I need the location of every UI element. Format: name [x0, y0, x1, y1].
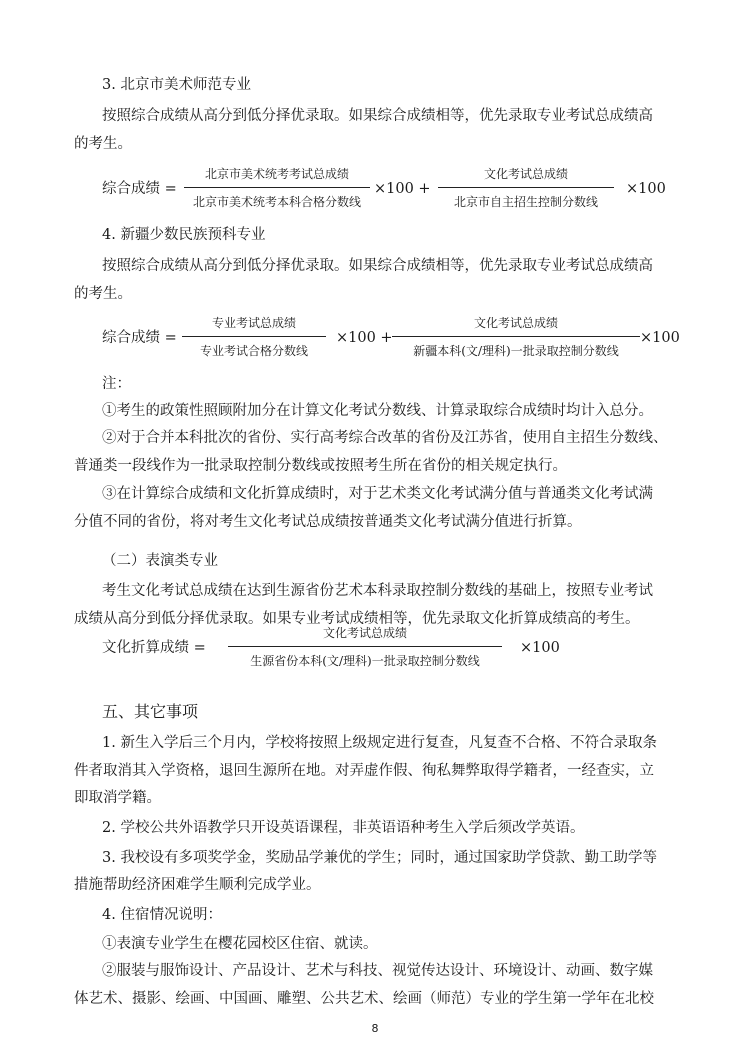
fraction — [184, 166, 370, 216]
paragraph-line: 即取消学籍。 — [74, 790, 161, 806]
formula-operator: ×100 — [520, 640, 560, 656]
fraction-denominator: 北京市自主招生控制分数线 — [453, 195, 598, 209]
note-title: 注： — [102, 376, 131, 392]
paragraph-line: 2. 学校公共外语教学只开设英语课程，非英语语种考生入学后须改学英语。 — [102, 820, 585, 836]
note-item: 分值不同的省份，将对考生文化考试总成绩按普通类文化考试满分值进行折算。 — [74, 514, 582, 530]
paragraph-line: 的考生。 — [74, 136, 132, 152]
fraction-bar — [392, 336, 640, 337]
performance-section-title: （二）表演类专业 — [102, 553, 218, 569]
formula-composite-score-beijing — [74, 166, 674, 216]
fraction-denominator: 北京市美术统考本科合格分数线 — [192, 195, 361, 209]
paragraph-line: 的考生。 — [74, 286, 132, 302]
paragraph-line: 成绩从高分到低分择优录取。如果专业考试成绩相等，优先录取文化折算成绩高的考生。 — [74, 611, 640, 627]
paragraph-line: 3. 我校设有多项奖学金，奖励品学兼优的学生；同时，通过国家助学贷款、勤工助学等 — [102, 850, 657, 866]
formula-operator: ×100 + — [336, 330, 393, 346]
fraction-bar — [182, 336, 326, 337]
paragraph-line: ②服装与服饰设计、产品设计、艺术与科技、视觉传达设计、环境设计、动画、数字媒 — [102, 963, 653, 979]
fraction-denominator: 专业考试合格分数线 — [199, 344, 308, 358]
fraction-numerator: 文化考试总成绩 — [473, 316, 558, 330]
formula-operator: ×100 — [626, 181, 666, 197]
section-3-title: 3. 北京市美术师范专业 — [102, 77, 251, 93]
fraction-denominator: 新疆本科(文/理科)一批录取控制分数线 — [413, 344, 619, 358]
paragraph-line: ①表演专业学生在樱花园校区住宿、就读。 — [102, 936, 378, 952]
fraction-numerator: 专业考试总成绩 — [211, 316, 296, 330]
fraction-denominator: 生源省份本科(文/理科)一批录取控制分数线 — [250, 654, 480, 668]
paragraph-line: 4. 住宿情况说明： — [102, 907, 222, 923]
note-item: ②对于合并本科批次的省份、实行高考综合改革的省份及江苏省，使用自主招生分数线、 — [102, 430, 668, 446]
section-5-title: 五、其它事项 — [102, 702, 199, 721]
paragraph-line: 措施帮助经济困难学生顺利完成学业。 — [74, 877, 321, 893]
paragraph-line: 考生文化考试总成绩在达到生源省份艺术本科录取控制分数线的基础上，按照专业考试 — [102, 583, 653, 599]
fraction-bar — [228, 646, 502, 647]
formula-label: 综合成绩 = — [102, 181, 177, 197]
paragraph-line: 按照综合成绩从高分到低分择优录取。如果综合成绩相等，优先录取专业考试总成绩高 — [102, 258, 653, 274]
paragraph-line: 1. 新生入学后三个月内，学校将按照上级规定进行复查，凡复查不合格、不符合录取条 — [102, 735, 657, 751]
formula-composite-score-xinjiang — [74, 315, 684, 365]
fraction-bar — [438, 187, 614, 188]
paragraph-line: 按照综合成绩从高分到低分择优录取。如果综合成绩相等，优先录取专业考试总成绩高 — [102, 108, 653, 124]
note-item: ①考生的政策性照顾附加分在计算文化考试分数线、计算录取综合成绩时均计入总分。 — [102, 403, 653, 419]
note-item: ③在计算综合成绩和文化折算成绩时，对于艺术类文化考试满分值与普通类文化考试满 — [102, 486, 653, 502]
formula-label: 综合成绩 = — [102, 330, 177, 346]
fraction-bar — [184, 187, 370, 188]
paragraph-line: 件者取消其入学资格，退回生源所在地。对弄虚作假、徇私舞弊取得学籍者，一经查实，立 — [74, 763, 654, 779]
fraction-numerator: 文化考试总成绩 — [483, 167, 568, 181]
fraction — [228, 625, 502, 675]
paragraph-line: 体艺术、摄影、绘画、中国画、雕塑、公共艺术、绘画（师范）专业的学生第一学年在北校 — [74, 991, 654, 1007]
fraction — [182, 315, 326, 365]
fraction — [438, 166, 614, 216]
fraction — [392, 315, 640, 365]
formula-label: 文化折算成绩 = — [102, 640, 206, 656]
formula-culture-conversion-score — [74, 625, 594, 675]
section-4-title: 4. 新疆少数民族预科专业 — [102, 227, 266, 243]
formula-operator: ×100 — [640, 330, 680, 346]
formula-operator: ×100 + — [374, 181, 431, 197]
fraction-numerator: 北京市美术统考考试总成绩 — [204, 167, 349, 181]
note-item: 普通类一段线作为一批录取控制分数线或按照考生所在省份的相关规定执行。 — [74, 458, 567, 474]
page-number: 8 — [371, 1022, 379, 1035]
fraction-numerator: 文化考试总成绩 — [322, 626, 407, 640]
